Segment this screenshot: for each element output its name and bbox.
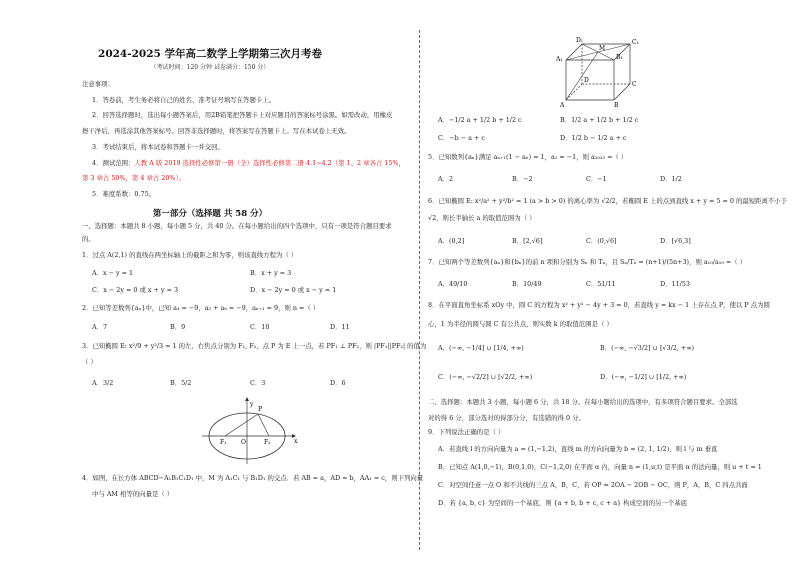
q2-option-d[interactable]: D．11 <box>330 323 350 331</box>
q9-option-d[interactable]: D．若 {a, b, c} 为空间的一个基底，则 {a + b, b + c, c + a} 构成空间的另一个基底 <box>438 499 688 507</box>
q7-option-a[interactable]: A．49/10 <box>438 280 468 288</box>
q8-option-a[interactable]: A．(−∞, −1/4] ∪ [1/4, +∞) <box>438 344 524 352</box>
q6-option-d[interactable]: D．[√6,3] <box>660 237 691 245</box>
q8-option-d[interactable]: D．(−∞, −1/2] ∪ [1/2, +∞) <box>600 373 687 381</box>
q3-option-b[interactable]: B．5/2 <box>170 379 192 387</box>
q5-option-b[interactable]: B．−2 <box>512 175 533 183</box>
f2-label: F₂ <box>264 439 271 446</box>
part1-intro-b: 的。 <box>82 235 95 243</box>
q4-option-c[interactable]: C．−b − a + c <box>438 134 485 142</box>
exam-subtitle: （考试时间：120 分钟 试卷满分：150 分） <box>150 64 270 71</box>
q2-option-c[interactable]: C．10 <box>250 323 270 331</box>
q6-option-c[interactable]: C．(0,√6] <box>586 237 617 245</box>
q3-stem-b: （ ） <box>82 358 97 366</box>
part1-heading: 第一部分（选择题 共 58 分） <box>152 209 268 219</box>
part2-intro-a: 二、选择题：本题共 3 小题，每小题 6 分，共 18 分。在每小题给出的选项中，有多项符合题目要求。全部选 <box>428 398 738 406</box>
q3-option-d[interactable]: D．6 <box>330 379 346 387</box>
q8-option-b[interactable]: B．(−∞, −√3/2] ∪ [√3/2, +∞) <box>600 344 695 352</box>
part1-intro-a: 一、选择题：本题共 8 小题，每小题 5 分，共 40 分。在每小题给出的四个选项中，只有一项是符合题目要求 <box>82 222 392 230</box>
part2-intro-b: 对的得 6 分，部分选对的得部分分，有选错的得 0 分。 <box>428 414 585 422</box>
q6-option-b[interactable]: B．[2,√6] <box>512 237 543 245</box>
q5-option-d[interactable]: D．1/2 <box>660 175 682 183</box>
q6-option-a[interactable]: A．(0,2] <box>438 237 465 245</box>
y-label: y <box>250 401 254 408</box>
q1-stem: 1．过点 A(2,1) 的直线在两坐标轴上的截距之和为零，则该直线方程为（ ） <box>82 251 298 259</box>
q9-option-a[interactable]: A．若直线 l 的方向向量为 a = (1,−1,2)，直线 m 的方向向量为 b = (2, 1, 1/2)，则 l 与 m 垂直 <box>438 445 718 453</box>
q4-stem-b: 中与 AM 相等的向量是（ ） <box>92 490 174 498</box>
q3-option-c[interactable]: C．3 <box>250 379 266 387</box>
note-4b: 第 3 章占 50%，第 4 章占 20%）。 <box>82 174 186 182</box>
note-5: 5．难度系数：0.75。 <box>92 190 156 198</box>
exam-title: 2024-2025 学年高二数学上学期第三次月考卷 <box>98 48 322 60</box>
note-1: 1．答卷前，考生务必将自己的姓名、准考证号填写在答题卡上。 <box>92 96 276 104</box>
q1-option-b[interactable]: B．x + y = 3 <box>250 269 292 277</box>
q7-option-c[interactable]: C．51/11 <box>586 280 616 288</box>
notes-heading: 注意事项： <box>82 80 114 88</box>
label-b1: B₁ <box>616 54 623 61</box>
q2-option-a[interactable]: A．7 <box>92 323 108 331</box>
edge-d1a1 <box>566 44 582 60</box>
note-2b: 擦干净后，再选涂其他答案标号。回答非选择题时，将答案写在答题卡上。写在本试卷上无效。 <box>82 127 351 135</box>
q8-option-c[interactable]: C．(−∞, −√2/2] ∪ [√2/2, +∞) <box>438 373 533 381</box>
pf2-segment <box>258 414 269 436</box>
q7-stem: 7．已知两个等差数列{aₙ}和{bₙ}的前 n 项和分别为 Sₙ 和 Tₙ，且 Sₙ/Tₙ = (n+1)/(5n+3)，则 a₁₀/a₁₀ =（ ） <box>428 258 747 266</box>
q8-stem-b: 心，1 为半径的圆与圆 C 有公共点，则实数 k 的取值范围是（ ） <box>428 320 613 328</box>
q4-option-b[interactable]: B．1/2 a + 1/2 b + 1/2 c <box>560 116 639 124</box>
q2-stem: 2．已知等差数列{aₙ}中，已知 a₄ = −9，a₃ + a₈ = −9，aₙ₊₁ = 9，则 n =（ ） <box>82 304 320 312</box>
note-4a-range: 人教 A 版 2019 选择性必修第一册（全）选择性必修第二册 4.1~4.2（第 1、2 章各占 15%， <box>134 159 405 167</box>
q4-option-a[interactable]: A．−1/2 a + 1/2 b + 1/2 c <box>438 116 522 124</box>
label-m: M <box>599 45 606 52</box>
label-c1: C₁ <box>632 39 639 46</box>
note-4a-prefix: 4．测试范围： <box>92 159 135 167</box>
q7-option-d[interactable]: D．11/53 <box>660 280 690 288</box>
ellipse-figure <box>200 396 300 466</box>
q4-stem-a: 4．如图，在长方体 ABCD−A₁B₁C₁D₁ 中，M 为 A₁C₁ 与 B₁D₁ 的交点．若 AB = a，AD = b，AA₁ = c，则下列向量 <box>82 474 424 482</box>
label-c: C <box>632 81 637 88</box>
q9-option-c[interactable]: C．对空间任意一点 O 和不共线的三点 A，B，C，若 OP = 2OA − 2OB − OC，则 P，A，B，C 四点共面 <box>438 481 748 489</box>
q7-option-b[interactable]: B．10/49 <box>512 280 542 288</box>
q6-stem-b: √2，则长半轴长 a 的取值范围为（ ） <box>428 214 536 222</box>
q5-option-a[interactable]: A．2 <box>438 175 454 183</box>
cuboid-figure <box>556 37 650 109</box>
x-label: x <box>294 438 298 445</box>
right-column <box>420 0 794 562</box>
q1-option-a[interactable]: A．x − y = 1 <box>92 269 134 277</box>
label-a1: A₁ <box>556 56 563 63</box>
q5-option-c[interactable]: C．−1 <box>586 175 607 183</box>
note-3: 3．考试结束后，将本试卷和答题卡一并交回。 <box>92 143 224 151</box>
q8-stem-a: 8．在平面直角坐标系 xOy 中，圆 C 的方程为 x² + y² − 4y + 3 = 0，若直线 y = kx − 1 上存在点 P，使以 P 点为圆 <box>428 301 770 309</box>
q9-stem: 9．下列说法正确的是（ ） <box>428 428 505 436</box>
q1-option-d[interactable]: D．x − 2y = 0 或 x − y = 1 <box>250 286 337 294</box>
o-label: O <box>241 439 246 446</box>
q6-stem-a: 6．已知椭圆 E: x²/a² + y²/b² = 1 (a > b > 0) 的离心率为 √2/2，若椭圆 E 上的点到直线 x + y = 5 = 0 的最短距离不小于 <box>428 197 788 205</box>
label-a: A <box>560 102 565 109</box>
label-d: D <box>584 77 589 84</box>
q1-option-c[interactable]: C．x − 2y = 0 或 x + y = 3 <box>92 286 179 294</box>
q3-option-a[interactable]: A．3/2 <box>92 379 114 387</box>
q2-option-b[interactable]: B．9 <box>170 323 186 331</box>
edge-ad-hidden <box>566 84 582 100</box>
f1-label: F₁ <box>220 439 227 446</box>
q9-option-b[interactable]: B．已知点 A(1,0,−1)，B(0,1,0)，C(−1,2,0) 在平面 α 内，向量 n = (1,u,t) 是平面 α 的法向量，则 u + t = 1 <box>438 463 762 471</box>
label-b: B <box>614 102 619 109</box>
q3-stem-a: 3．已知椭圆 E: x²/9 + y²/3 = 1 的左、右焦点分别为 F₁, F₂，点 P 为 E 上一点，若 PF₁ ⊥ PF₂，则 |PF₁||PF₂| 的值为 <box>82 342 427 350</box>
q4-option-d[interactable]: D．1/2 b − 1/2 a + c <box>560 134 627 142</box>
note-2a: 2．回答选择题时，选出每小题答案后，用2B铅笔把答题卡上对应题目的答案标号涂黑。如需改动，用橡皮 <box>92 111 393 119</box>
pf1-segment <box>225 414 258 436</box>
p-label: P <box>258 406 263 413</box>
edge-bc <box>614 84 630 100</box>
q5-stem: 5．已知数列{aₙ}满足 aₙ₊₁(1 − aₙ) = 1，a₁ = −1，则 a₂₀₂₅ =（ ） <box>428 153 628 161</box>
y-axis-arrow <box>245 397 249 401</box>
note-4a <box>92 159 405 167</box>
label-d1: D₁ <box>576 37 584 44</box>
